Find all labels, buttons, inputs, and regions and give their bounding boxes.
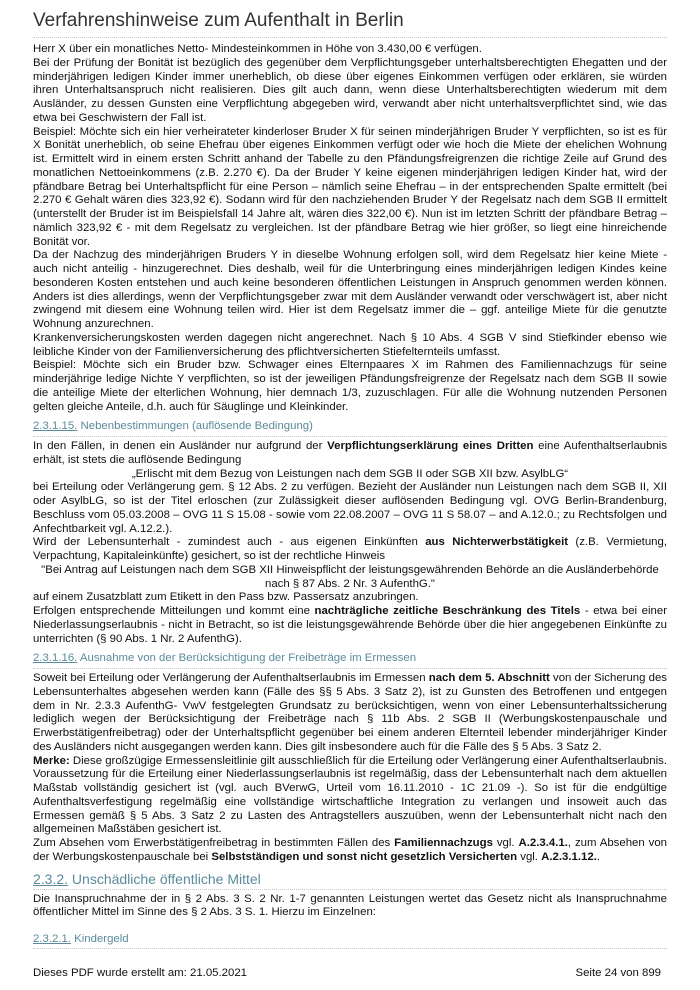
page-footer xyxy=(33,966,667,980)
section-title: Unschädliche öffentliche Mittel xyxy=(71,870,261,887)
paragraph: Wird der Lebensunterhalt - zumindest auch - aus eigenen Einkünften aus Nichterwerbstätigkeit (z.B. Vermietung, Verpachtung, Kapitaleinkünfte) gesichert, so ist der rechtliche Hinweis xyxy=(33,536,668,562)
section-title: Nebenbestimmungen (auflösende Bedingung) xyxy=(80,420,313,433)
section-heading-2-3-2 xyxy=(33,871,667,890)
merke-paragraph: Merke: Diese großzügige Ermessensleitlinie gilt ausschließlich für die Erteilung oder Verlängerung einer Aufenthaltserlaubnis. Voraussetzung für die Erteilung einer Niederlassungserlaubnis ist regelmäßig, dass der Lebensunterhalt nach dem aktuellen Maßstab vollständig gesichert ist (vgl. auch BVerwG, Urteil vom 16.11.2010 - 1C 21.09 -). So ist für die endgültige Aufenthaltsverfestigung regelmäßig eine vollständige wirtschaftliche Integration zu verlangen und insoweit auch das Ermessen gemäß § 5 Abs. 3 Satz 2 zu Lasten des Antragstellers auszuüben, wenn der Lebensunterhalt nicht nach den allgemeinen Maßstäben gesichert ist. xyxy=(33,754,667,836)
section-number-link[interactable]: 2.3.2.1. xyxy=(33,933,71,945)
quoted-notice: "Bei Antrag auf Leistungen nach dem SGB XII Hinweispflicht der leistungsgewährenden Behörde an die Ausländerbehörde nach § 87 Abs. 2 Nr. 3 AufenthG." xyxy=(41,563,659,590)
paragraph: bei Erteilung oder Verlängerung gem. § 12 Abs. 2 zu verfügen. Bezieht der Ausländer nun Leistungen nach dem SGB II, XII oder AsylbLG, so ist der Titel erloschen (zur Zulässigkeit dieser auflösenden Bedingung vgl. OVG Berlin-Brandenburg, Beschluss vom 05.03.2008 – OVG 11 S 15.08 - sowie vom 22.08.2007 – OVG 11 S 58.07 – and A.12.0.; zu Rechtsfolgen und Anfechtbarkeit vgl. A.12.2.). xyxy=(33,481,667,535)
paragraph: Da der Nachzug des minderjährigen Bruders Y in dieselbe Wohnung erfolgen soll, wird dem Regelsatz hier keine Miete - auch nicht anteilig - hinzugerechnet. Dies deshalb, weil für die Unterbringung eines minderjährigen ledigen Kindes keine besonderen Kosten entstehen und auch keine besonderen öffentlichen Leistungen in Anspruch genommen werden können. Anders ist dies allerdings, wenn der Verpflichtungsgeber zwar mit dem Ausländer verwandt oder verschwägert ist, aber nicht zwingend mit diesem eine Wohnung teilen wird. Hier ist dem Regelsatz immer die – ggf. anteilige Miete für die genutzte Wohnung anzurechnen. xyxy=(33,249,667,330)
created-date: Dieses PDF wurde erstellt am: 21.05.2021 xyxy=(33,967,247,979)
example-paragraph: Beispiel: Möchte sich ein hier verheirateter kinderloser Bruder X für seinen minderjährigen Bruder Y verpflichten, so ist es für X Bonität unerheblich, ob seine Ehefrau über eigenes Einkommen verfügt oder wie hoch die Miete der ehelichen Wohnung ist. Ermittelt wird in einem ersten Schritt anhand der Tabelle zu den Pfändungsfreigrenzen die richtige Zeile auf Grund des monatlichen Nettoeinkommens (z.B. 2.270 €). Da der Bruder Y keine eigenen minderjährigen ledigen Kinder hat, wird der pfändbare Betrag bei Unterhaltspflicht für eine Person – nämlich seine Ehefrau – in der entsprechenden Spalte ermittelt (bei 2.270 € Gehalt wären dies 323,92 €). Sodann wird für den nachziehenden Bruder Y der Regelsatz nach dem SGB II ermittelt (unterstellt der Bruder ist im Beispielsfall 14 Jahre alt, wären dies 322,00 €). Nun ist im letzten Schritt der pfändbare Betrag – nämlich 323,92 € - mit dem Regelsatz zu vergleichen. Ist der pfändbare Betrag wie hier größer, so liegt eine hinreichende Bonität vor. xyxy=(33,125,667,248)
paragraph: In den Fällen, in denen ein Ausländer nur aufgrund der Verpflichtungserklärung eines Dritten eine Aufenthaltserlaubnis erhält, ist stets die auflösende Bedingung xyxy=(33,440,668,466)
paragraph: Zum Absehen vom Erwerbstätigenfreibetrag in bestimmten Fällen des Familiennachzugs vgl. A.2.3.4.1., zum Absehen von der Werbungskostenpauschale bei Selbstständigen und sonst nicht gesetzlich Versicherten vgl. A.2.3.1.12.. xyxy=(33,837,667,863)
example-paragraph: Beispiel: Möchte sich ein Bruder bzw. Schwager eines Elternpaares X im Rahmen des Familiennachzugs für seine minderjährige ledige Nichte Y verpflichten, so ist der jeweiligen Pfändungsfreigrenze der Regelsatz nach dem SGB II sowie die anteilige Miete der elterlichen Wohnung, hier demnach 1/3, zuzuschlagen. Für alle die Wohnung nutzenden Personen gelten gleiche Anteile, d.h. auch für Säuglinge und Kleinkinder. xyxy=(33,359,667,413)
paragraph: auf einem Zusatzblatt zum Etikett in den Pass bzw. Passersatz anzubringen. xyxy=(33,591,419,604)
paragraph: Herr X über ein monatliches Netto- Mindesteinkommen in Höhe von 3.430,00 € verfügen. xyxy=(33,43,482,55)
paragraph: Soweit bei Erteilung oder Verlängerung der Aufenthaltserlaubnis im Ermessen nach dem 5. Abschnitt von der Sicherung des Lebensunterhaltes abgesehen werden kann (Fälle des §§ 5 Abs. 3 Satz 2), ist zu Gunsten des Betroffenen und entgegen dem in Nr. 2.3.3 AufenthG- VwV festgelegten Grundsatz zu berücksichtigen, wenn von einer Lebensunterhaltssicherung lediglich wegen der Berücksichtigung der Freibeträge nach § 11b Abs. 2 SGB II (Werbungskostenpauschale und Erwerbstätigenfreibetrag) oder der Unterhaltspflicht gegenüber bei einem anderen Elternteil lebender minderjähriger Kinder des Ausländers nicht ausgegangen werden kann. Dies gilt insbesondere auch für die Fälle des § 5 Abs. 3 Satz 2. xyxy=(33,672,668,753)
section-number-link[interactable]: 2.3.1.15. xyxy=(33,420,78,433)
section-heading-2-3-2-1 xyxy=(33,932,667,949)
section-heading-2-3-1-16 xyxy=(33,652,667,669)
document-body xyxy=(33,43,667,920)
section-heading-2-3-1-15 xyxy=(33,420,667,437)
paragraph: Die Inanspruchnahme der in § 2 Abs. 3 S. 2 Nr. 1-7 genannten Leistungen wertet das Gesetz nicht als Inanspruchnahme öffentlicher Mittel im Sinne des § 2 Abs. 3 S. 1. Hierzu im Einzelnen: xyxy=(33,892,667,919)
section-title: Ausnahme von der Berücksichtigung der Freibeträge im Ermessen xyxy=(79,652,417,665)
section-number-link[interactable]: 2.3.2. xyxy=(33,870,69,887)
section-number-link[interactable]: 2.3.1.16. xyxy=(33,652,78,665)
paragraph: Erfolgen entsprechende Mitteilungen und kommt eine nachträgliche zeitliche Beschränkung des Titels - etwa bei einer Niederlassungserlaubnis - nicht in Betracht, so ist die leistungsgewährende Behörde über die hier angegebenen Einkünfte zu unterrichten (§ 90 Abs. 1 Nr. 2 AufenthG). xyxy=(33,605,667,645)
section-title: Kindergeld xyxy=(74,933,129,945)
page-title: Verfahrenshinweise zum Aufenthalt in Berlin xyxy=(33,9,667,38)
page-number: Seite 24 von 899 xyxy=(575,967,661,979)
paragraph: Krankenversicherungskosten werden dagegen nicht angerechnet. Nach § 10 Abs. 4 SGB V sind Stiefkinder ebenso wie leibliche Kinder von der Familienversicherung des pflichtversicherten Stiefelternteils umfasst. xyxy=(33,331,667,358)
paragraph: Bei der Prüfung der Bonität ist bezüglich des gegenüber dem Verpflichtungsgeber unterhaltsberechtigten Ehegatten und der minderjährigen ledigen Kinder immer unerheblich, ob diese über eigenes Einkommen verfügen oder erklären, sie würden ihren Unterhaltsanspruch nicht realisieren. Dies gilt auch dann, wenn diese Unterhaltsberechtigten wiederum mit dem Ausländer, zu dessen Gunsten eine Verpflichtung abgegeben wird, verwandt aber nicht unterhaltsverpflichtet sind, wie das etwa bei Geschwistern der Fall ist. xyxy=(33,56,667,124)
quoted-condition: „Erlischt mit dem Bezug von Leistungen nach dem SGB II oder SGB XII bzw. AsylbLG“ xyxy=(131,467,569,480)
